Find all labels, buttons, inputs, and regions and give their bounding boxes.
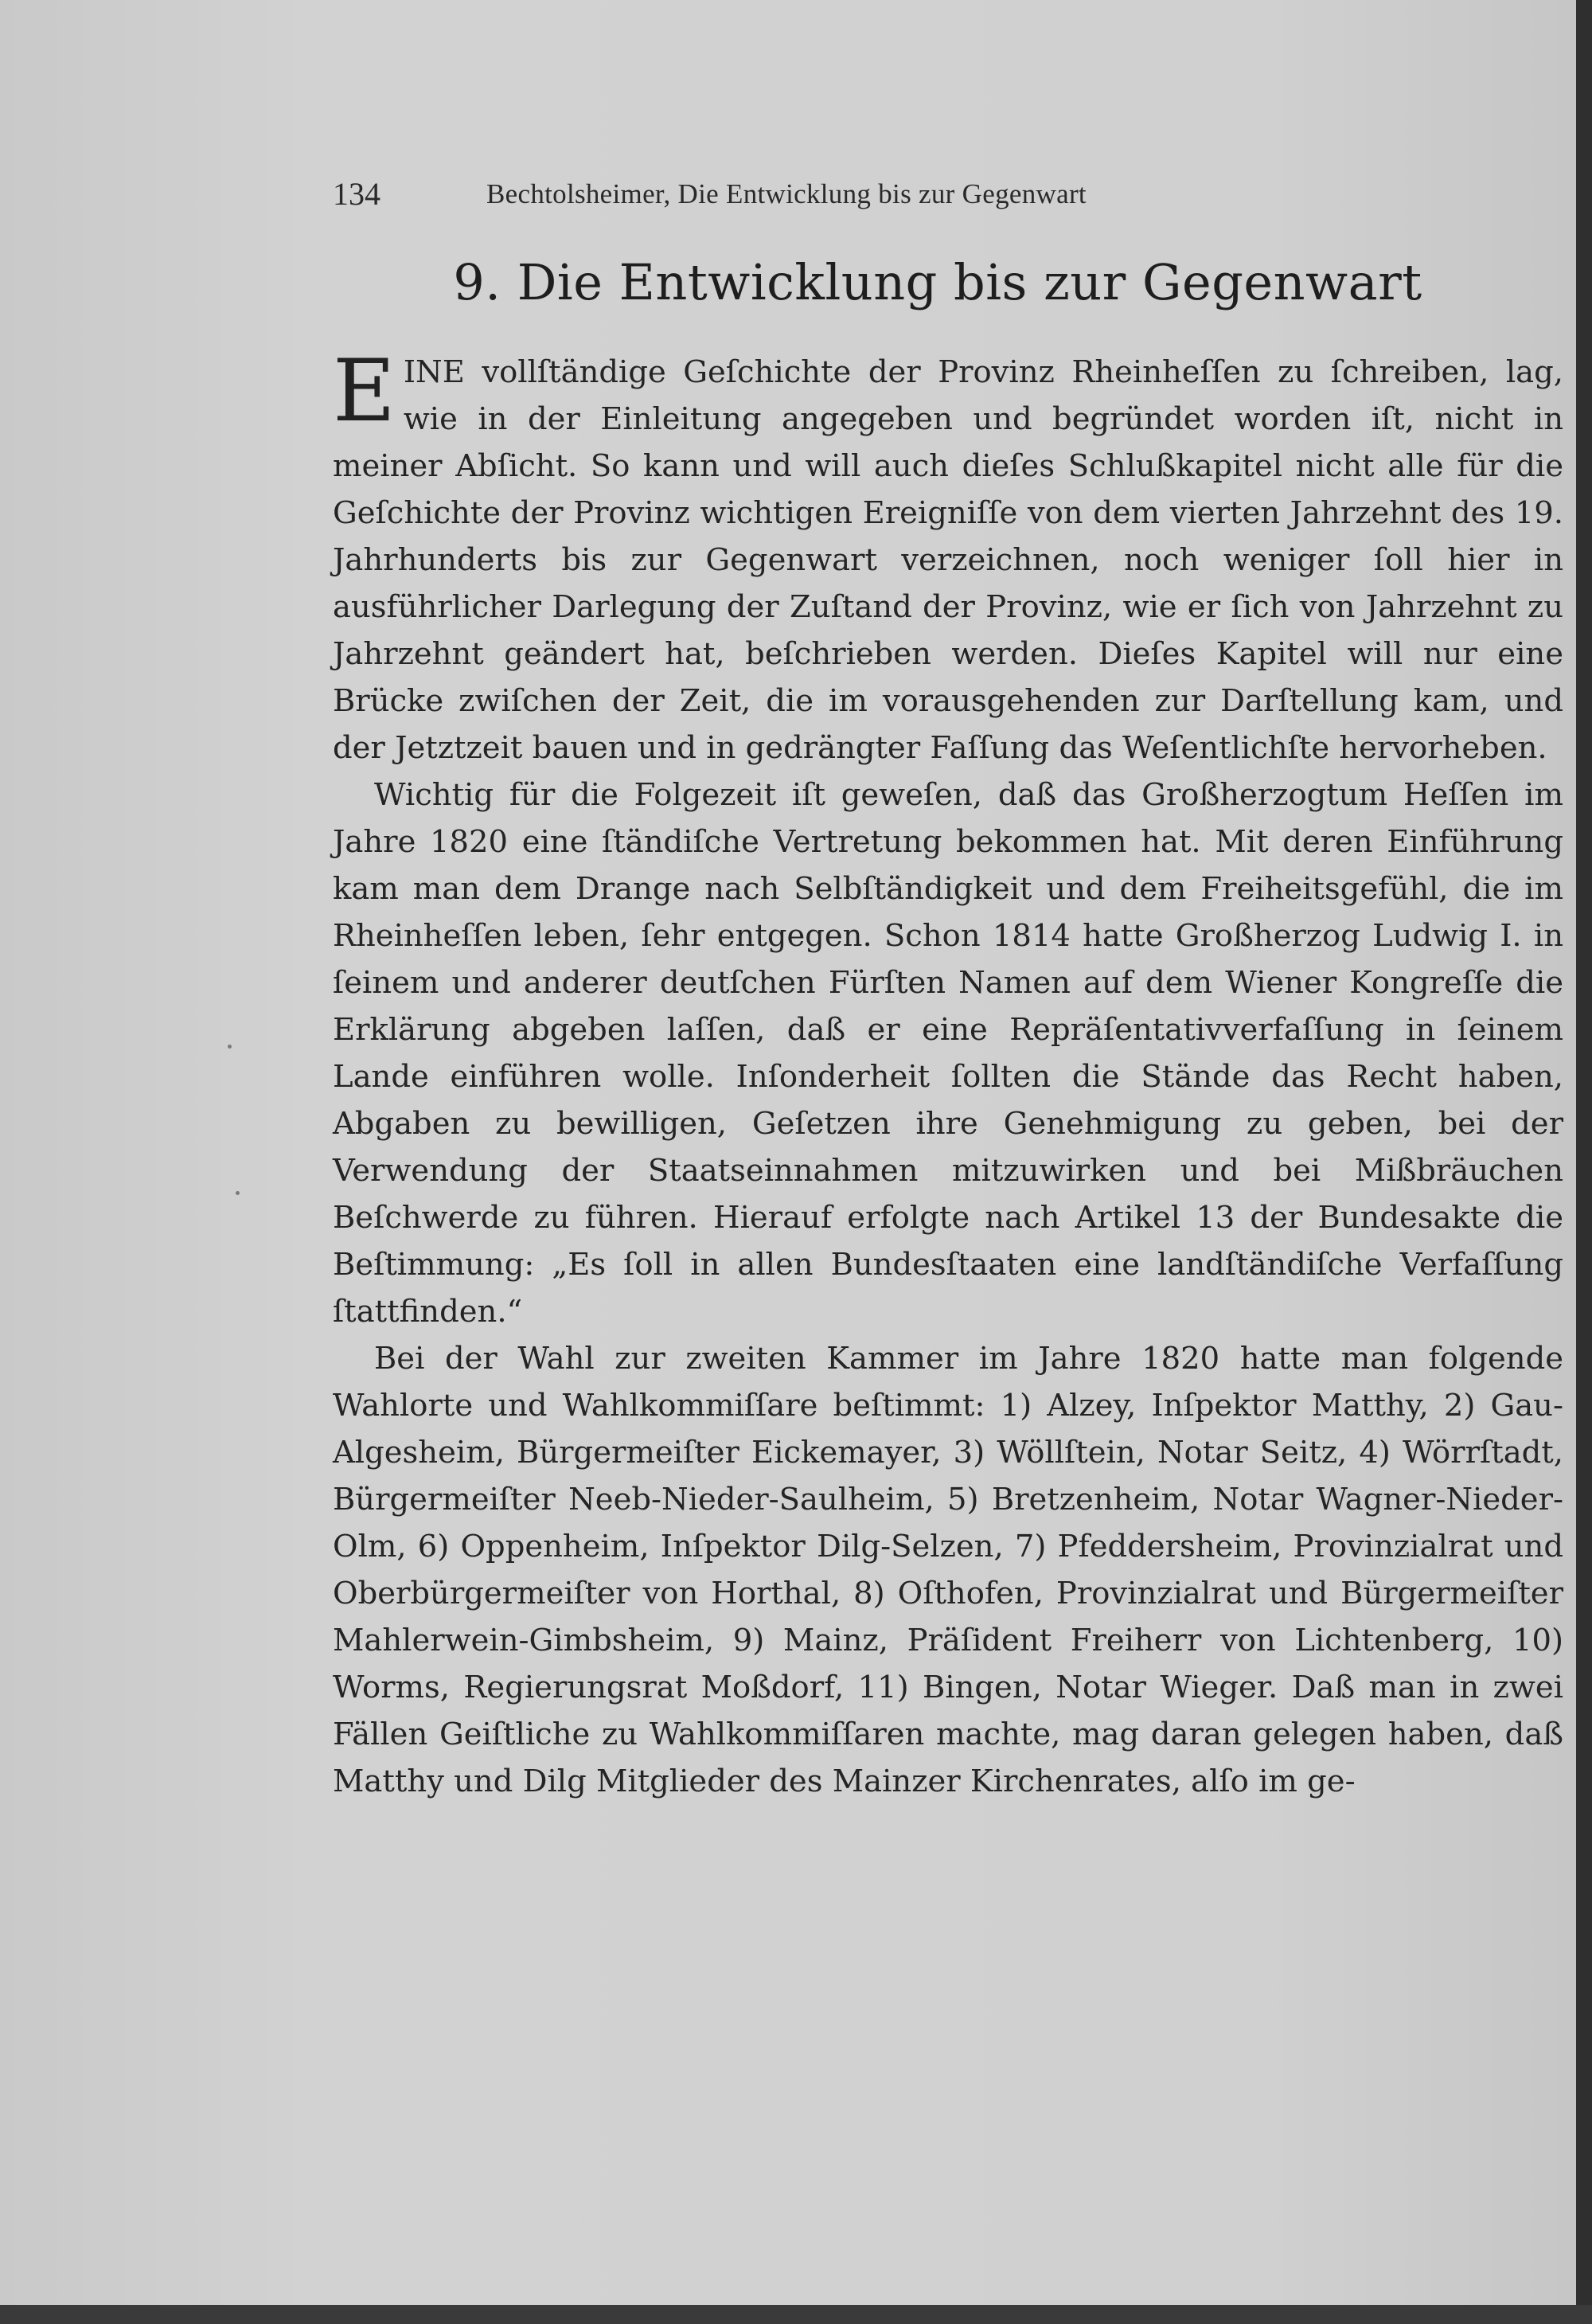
paragraph-1 bbox=[333, 342, 1563, 771]
margin-speck bbox=[236, 1191, 240, 1195]
scan-border-right bbox=[1576, 0, 1592, 2324]
body-text bbox=[333, 342, 1563, 1805]
drop-cap: E bbox=[333, 342, 396, 441]
margin-speck bbox=[228, 1045, 232, 1049]
page-number: 134 bbox=[333, 176, 380, 212]
paragraph-2: Wichtig für die Folgezeit iſt geweſen, daß das Großherzogtum Heſſen im Jahre 1820 eine ſtändiſche Vertretung bekommen hat. Mit deren Einführung kam man dem Drange nach Selbſtändigkeit und dem Freiheitsgefühl, die im Rheinheſſen leben, ſehr entgegen. Schon 1814 hatte Großherzog Ludwig I. in ſeinem und anderer deutſchen Fürſten Namen auf dem Wiener Kongreſſe die Erklärung abgeben laſſen, daß er eine Repräſentativverfaſſung in ſeinem Lande einführen wolle. Inſonderheit ſollten die Stände das Recht haben, Abgaben zu bewilligen, Geſetzen ihre Genehmigung zu geben, bei der Verwendung der Staatseinnahmen mitzuwirken und bei Mißbräuchen Beſchwerde zu führen. Hierauf erfolgte nach Artikel 13 der Bundesakte die Beſtimmung: „Es ſoll in allen Bundesſtaaten eine landſtändiſche Verfaſſung ſtattfinden.“ bbox=[333, 777, 1563, 1330]
running-title: Bechtolsheimer, Die Entwicklung bis zur Gegenwart bbox=[486, 178, 1087, 209]
paragraph-1-text: INE vollſtändige Geſchichte der Provinz Rheinheſſen zu ſchreiben, lag, wie in der Einleitung angegeben und begründet worden iſt, nicht in meiner Abſicht. So kann und will auch dieſes Schlußkapitel nicht alle für die Geſchichte der Provinz wichtigen Ereigniſſe von dem vierten Jahrzehnt des 19. Jahrhunderts bis zur Gegenwart verzeichnen, noch weniger ſoll hier in ausführlicher Darlegung der Zuſtand der Provinz, wie er ſich von Jahrzehnt zu Jahrzehnt geändert hat, beſchrieben werden. Dieſes Kapitel will nur eine Brücke zwiſchen der Zeit, die im vorausgehenden zur Darſtellung kam, und der Jetztzeit bauen und in gedrängter Faſſung das Weſentlichſte hervorheben. bbox=[333, 354, 1563, 766]
paragraph-3: Bei der Wahl zur zweiten Kammer im Jahre 1820 hatte man folgende Wahlorte und Wahlkommiſſare beſtimmt: 1) Alzey, Inſpektor Matthy, 2) Gau-Algesheim, Bürgermeiſter Eickemayer, 3) Wöllſtein, Notar Seitz, 4) Wörrſtadt, Bürgermeiſter Neeb-Nieder-Saulheim, 5) Bretzenheim, Notar Wagner-Nieder-Olm, 6) Oppenheim, Inſpektor Dilg-Selzen, 7) Pfeddersheim, Provinzialrat und Oberbürgermeiſter von Horthal, 8) Oſthofen, Provinzialrat und Bürgermeiſter Mahlerwein-Gimbsheim, 9) Mainz, Präſident Freiherr von Lichtenberg, 10) Worms, Regierungsrat Moßdorf, 11) Bingen, Notar Wieger. Daß man in zwei Fällen Geiſtliche zu Wahlkommiſſaren machte, mag daran gelegen haben, daß Matthy und Dilg Mitglieder des Mainzer Kirchenrates, alſo im ge- bbox=[333, 1341, 1563, 1799]
chapter-title: 9. Die Entwicklung bis zur Gegenwart bbox=[453, 253, 1422, 311]
scan-border-bottom bbox=[0, 2305, 1592, 2324]
